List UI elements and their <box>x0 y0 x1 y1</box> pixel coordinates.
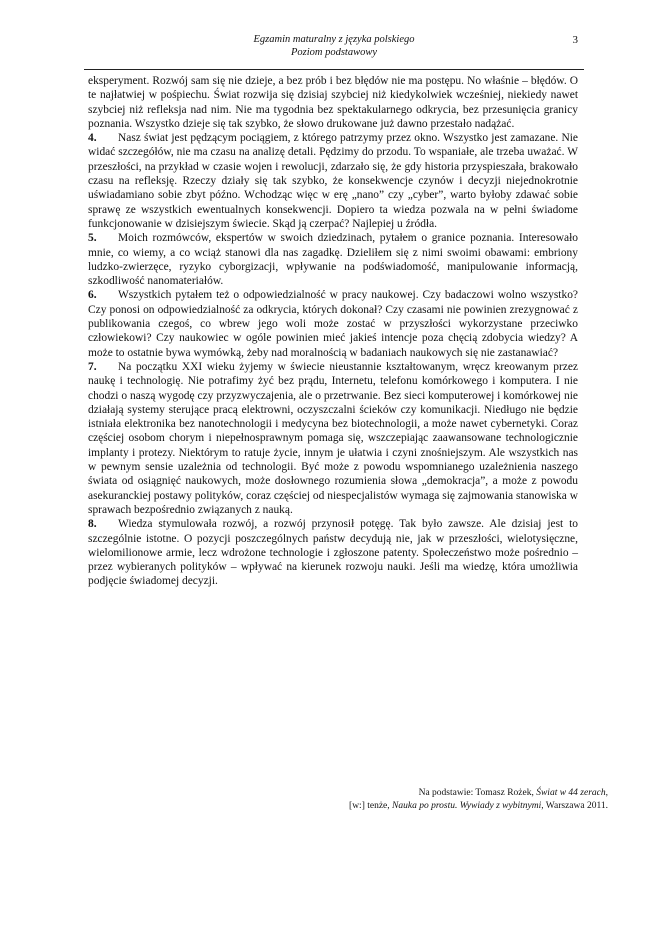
section-number: 5. <box>88 232 97 245</box>
exam-level: Poziom podstawowy <box>290 47 378 58</box>
source-citation <box>88 787 608 812</box>
citation-title: Świat w 44 zerach <box>536 788 606 798</box>
section-number: 8. <box>88 518 97 531</box>
citation-line-2 <box>88 800 608 813</box>
section-number: 6. <box>88 289 97 302</box>
section-text: Nasz świat jest pędzącym pociągiem, z którego patrzymy przez okno. Wszystko jest zamazane. Nie widać szczegółów, nie ma czasu na analizę detali. Pędzimy do przodu. To wspaniałe, ale trzeba uważać. W przeszłości, na przykład w czasie wojen i rewolucji, zdarzało się, że gdy historia przyspieszała, brakowało czasu na refleksję. Rzeczy działy się tak szybko, że konsekwencje czynów i decyzji niejednokrotnie uświadamiano sobie zbyt późno. Wchodząc więc w erę „nano” czy „cyber”, warto byłoby zdawać sobie sprawę ze wszystkich ewentualnych konsekwencji. Dopiero ta wiedza pozwala na w pełni świadome funkcjonowanie w dzisiejszym świecie. Skąd ją czerpać? Najlepiej u źródła. <box>88 132 578 230</box>
citation-suffix: , <box>605 788 608 798</box>
section-6 <box>88 288 578 359</box>
section-text: Wszystkich pytałem też o odpowiedzialność w pracy naukowej. Czy badaczowi wolno wszystko? Czy ponosi on odpowiedzialność za odkrycia, których dokonał? Czy czasami nie powinien zrezygnować z publikowania czegoś, co wbrew jego woli może zostać w przyszłości wykorzystane przeciwko człowiekowi? Czy naukowiec w ogóle powinien mieć jakieś intencje poza chęcią zdobycia wiedzy? A może to ostatnie bywa wymówką, żeby nad moralnością w badaniach naukowych się nie zastanawiać? <box>88 289 578 359</box>
section-4 <box>88 131 578 231</box>
section-text: Na początku XXI wieku żyjemy w świecie nieustannie kształtowanym, wręcz kreowanym przez naukę i technologię. Nie potrafimy żyć bez prądu, Internetu, telefonu komórkowego i komputera. I nie chodzi o naszą wygodę czy przyzwyczajenia, ale o przetrwanie. Bez sieci komputerowej i komórkowej nie działają systemy sterujące pracą elektrowni, oczyszczalni ścieków czy komunikacji. Niedługo nie będzie istniała elektronika bez nanotechnologii i medycyna bez biotechnologii, a może nawet cybernetyki. Coraz częściej osobom chorym i niepełnosprawnym pomaga się, wszczepiając zaawansowane technologicznie implanty i protezy. Niektórym to ratuje życie, innym je ułatwia i czyni znośniejszym. Ale wszystkich nas w pewnym sensie uzależnia od technologii. Być może z powodu wspomnianego uzależnienia naszego świata od osiągnięć naukowych, może dosłownego rozumienia słowa „demokracja”, a może z powodu asekuranckiej postawy polityków, coraz częściej od niespecjalistów wymaga się zajmowania stanowiska w sprawach bezpośrednio związanych z nauką. <box>88 360 578 516</box>
article-body <box>88 74 578 589</box>
section-7 <box>88 360 578 517</box>
citation-prefix: [w:] tenże, <box>349 800 393 811</box>
intro-paragraph: eksperyment. Rozwój sam się nie dzieje, a bez prób i bez błędów nie ma postępu. No właśnie – błędów. O te najłatwiej w pośpiechu. Świat rozwija się dzisiaj szybciej niż kiedykolwiek wcześniej, niekiedy nawet szybciej niż refleksja nad nim. Nie ma tygodnia bez spektakularnego odkrycia, bez przesunięcia granicy poznania. Wszystko dzieje się tak szybko, że słowo drukowane już dawno przestało nadążać. <box>88 75 578 130</box>
section-number: 7. <box>88 360 97 373</box>
page-header <box>84 33 584 70</box>
citation-suffix: , Warszawa 2011. <box>541 800 608 811</box>
citation-book-title: Nauka po prostu. Wywiady z wybitnymi <box>392 800 542 811</box>
section-text: Moich rozmówców, ekspertów w swoich dziedzinach, pytałem o granice poznania. Interesowało mnie, co wiemy, a co wciąż stanowi dla nas zagadkę. Dzieliłem się z nimi swoimi obawami: embriony ludzko-zwierzęce, ryzyko cyborgizacji, wpływanie na podświadomość, manipulowanie informacją, szkodliwość nanomateriałów. <box>88 232 578 288</box>
exam-title: Egzamin maturalny z języka polskiego <box>253 34 415 45</box>
section-number: 4. <box>88 132 97 145</box>
section-8 <box>88 517 578 588</box>
page-number: 3 <box>572 34 578 46</box>
section-5 <box>88 231 578 288</box>
section-text: Wiedza stymulowała rozwój, a rozwój przynosił potęgę. Tak było zawsze. Ale dzisiaj jest to szczególnie istotne. O pozycji poszczególnych państw decydują nie, jak w przeszłości, wielotysięczne, wielomilionowe armie, lecz wdrożone technologie i zgłoszone patenty. Społeczeństwo może pośrednio – przez wybieranych polityków – wpływać na kierunek rozwoju nauki. Jeśli ma wiedzę, która umożliwia podjęcie świadomej decyzji. <box>88 518 578 588</box>
header-title-block <box>84 33 584 59</box>
citation-prefix: Na podstawie: Tomasz Rożek, <box>418 788 537 798</box>
citation-line-1 <box>88 787 608 800</box>
